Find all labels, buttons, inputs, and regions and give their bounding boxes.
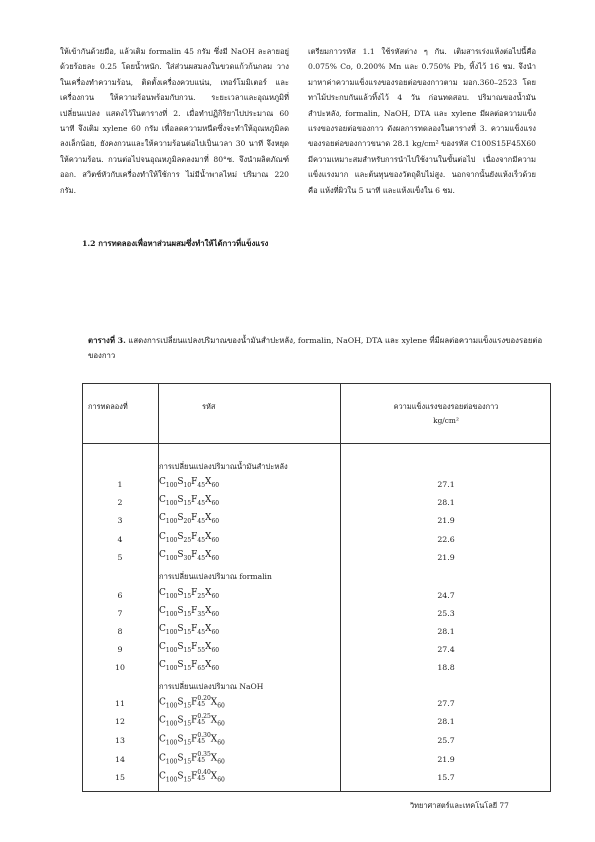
row-number: 7: [117, 609, 123, 618]
table-col-divider-2: [340, 383, 341, 792]
table-group-label: การเปลี่ยนแปลงปริมาณ NaOH: [159, 682, 264, 691]
table-header-rule: [82, 443, 551, 444]
header-code: รหัส: [202, 402, 216, 411]
mix-code: $C_{100}S_{15}F$ 0.20 45 $X_{60}$: [159, 695, 225, 710]
right-column: [308, 44, 536, 198]
strength-value: 21.9: [437, 755, 455, 764]
strength-value: 21.9: [437, 516, 455, 525]
table-caption: [88, 333, 548, 363]
row-number: 4: [117, 535, 123, 544]
strength-value: 15.7: [437, 773, 455, 782]
strength-value: 24.7: [437, 591, 455, 600]
strength-value: 27.4: [437, 645, 455, 654]
mix-code: $C_{100}S_{15}F_{45}X_{60}$: [159, 495, 220, 507]
mix-code: $C_{100}S_{30}F_{45}X_{60}$: [159, 550, 220, 562]
strength-value: 21.9: [437, 553, 455, 562]
header-unit: kg/cm²: [433, 416, 459, 425]
header-strength: ความแข็งแรงของรอยต่อของกาว: [393, 402, 499, 411]
mix-code: $C_{100}S_{15}F_{35}X_{60}$: [159, 606, 220, 618]
row-number: 9: [117, 645, 123, 654]
mix-code: $C_{100}S_{15}F$ 0.25 45 $X_{60}$: [159, 713, 225, 728]
strength-value: 22.6: [437, 535, 455, 544]
table-group-label: การเปลี่ยนแปลงปริมาณน้ำมันสำปะหลัง: [159, 462, 288, 471]
strength-value: 27.7: [437, 699, 455, 708]
mix-code: $C_{100}S_{15}F_{55}X_{60}$: [159, 642, 220, 654]
header-experiment-no: การทดลองที่: [88, 402, 128, 411]
mix-code: $C_{100}S_{15}F$ 0.30 45 $X_{60}$: [159, 732, 225, 747]
row-number: 3: [117, 516, 123, 525]
strength-value: 18.8: [437, 663, 455, 672]
strength-value: 25.7: [437, 736, 455, 745]
strength-value: 25.3: [437, 609, 455, 618]
table-bottom-rule: [82, 791, 551, 792]
row-number: 8: [117, 627, 123, 636]
mix-code: $C_{100}S_{15}F_{45}X_{60}$: [159, 624, 220, 636]
row-number: 11: [115, 699, 125, 708]
mix-code: $C_{100}S_{15}F$ 0.40 45 $X_{60}$: [159, 769, 225, 784]
table-group-label: การเปลี่ยนแปลงปริมาณ formalin: [159, 572, 272, 581]
row-number: 1: [117, 480, 123, 489]
right-column-text: เตรียมกาวรหัส 1.1 ใช้รหัสต่าง ๆ กัน. เติมสารเร่งแห้งต่อไปนี้คือ 0.075% Co, 0.200% Mn และ 0.750% Pb, ทิ้งไว้ 16 ชม. จึงนำมาหาค่าความแข็งแรงของรอยต่อของกาวตาม มอก.360–2523 โดยทาไม้ประกบกันแล้วทิ้งไว้ 4 วัน ก่อนทดสอบ. ปริมาณของน้ำมันสำปะหลัง, formalin, NaOH, DTA และ xylene มีผลต่อความแข็งแรงของรอยต่อของกาว ดังผลการทดลองในตารางที่ 3. ความแข็งแรงของรอยต่อของกาวขนาด 28.1 kg/cm² ของรหัส C100S15F45X60 มีความเหมาะสมสำหรับการนำไปใช้งานในขั้นต่อไป เนื่องจากมีความแข็งแรงมาก และต้นทุนของวัตถุดิบไม่สูง. นอกจากนั้นยังแห้งเร็วด้วยคือ แห้งที่ผิวใน 5 นาที และแห้งแข็งใน 6 ชม.: [308, 47, 536, 195]
mix-code: $C_{100}S_{10}F_{45}X_{60}$: [159, 477, 220, 489]
row-number: 2: [117, 498, 123, 507]
strength-value: 28.1: [437, 627, 455, 636]
row-number: 13: [115, 736, 125, 745]
mix-code: $C_{100}S_{15}F_{25}X_{60}$: [159, 588, 220, 600]
table-caption-label: ตารางที่ 3.: [88, 336, 126, 345]
row-number: 14: [115, 755, 125, 764]
row-number: 15: [115, 773, 125, 782]
row-number: 5: [117, 553, 123, 562]
results-table: [82, 383, 551, 792]
mix-code: $C_{100}S_{15}F$ 0.35 45 $X_{60}$: [159, 751, 225, 766]
table-top-rule: [82, 383, 551, 384]
row-number: 10: [115, 663, 125, 672]
mix-code: $C_{100}S_{25}F_{45}X_{60}$: [159, 532, 220, 544]
strength-value: 28.1: [437, 498, 455, 507]
table-left-border: [82, 383, 83, 792]
page-footer: วิทยาศาสตร์และเทคโนโลยี 77: [410, 801, 509, 810]
section-heading: 1.2 การทดลองเพื่อหาส่วนผสมซึ่งทำให้ได้กาวที่แข็งแรง: [82, 239, 269, 248]
mix-code: $C_{100}S_{20}F_{45}X_{60}$: [159, 513, 220, 525]
table-caption-text: แสดงการเปลี่ยนแปลงปริมาณของน้ำมันสำปะหลัง, formalin, NaOH, DTA และ xylene ที่มีผลต่อความแข็งแรงของรอยต่อของกาว: [88, 336, 543, 360]
left-column: [60, 44, 289, 198]
row-number: 6: [117, 591, 123, 600]
mix-code: $C_{100}S_{15}F_{65}X_{60}$: [159, 660, 220, 672]
left-column-text: ให้เข้ากันด้วยมือ, แล้วเติม formalin 45 กรัม ซึ่งมี NaOH ละลายอยู่ด้วยร้อยละ 0.25 โดยน้ำหนัก. ใส่ส่วนผสมลงในขวดแก้วก้นกลม วางในเครื่องทำความร้อน, ติดตั้งเครื่องควบแน่น, เทอร์โมมิเตอร์ และเครื่องกวน ให้ความร้อนพร้อมกับกวน. ระยะเวลาและอุณหภูมิที่เปลี่ยนแปลง แสดงไว้ในตารางที่ 2. เมื่อทำปฏิกิริยาไปประมาณ 60 นาที จึงเติม xylene 60 กรัม เพื่อลดความหนืดซึ่งจะทำให้อุณหภูมิลดลงเล็กน้อย, ยังคงกวนและให้ความร้อนต่อไปเป็นเวลา 30 นาที จึงหยุดให้ความร้อน. กวนต่อไปจนอุณหภูมิลดลงมาที่ 80°ซ. จึงนำผลิตภัณฑ์ออก. สวิตช์หัวกับเครื่องทำให้ใช้การ ไม่มีน้ำพาลไหม่ ปริมาณ 220 กรัม.: [60, 47, 289, 195]
table-right-border: [550, 383, 551, 792]
strength-value: 28.1: [437, 717, 455, 726]
strength-value: 27.1: [437, 480, 455, 489]
row-number: 12: [115, 717, 125, 726]
